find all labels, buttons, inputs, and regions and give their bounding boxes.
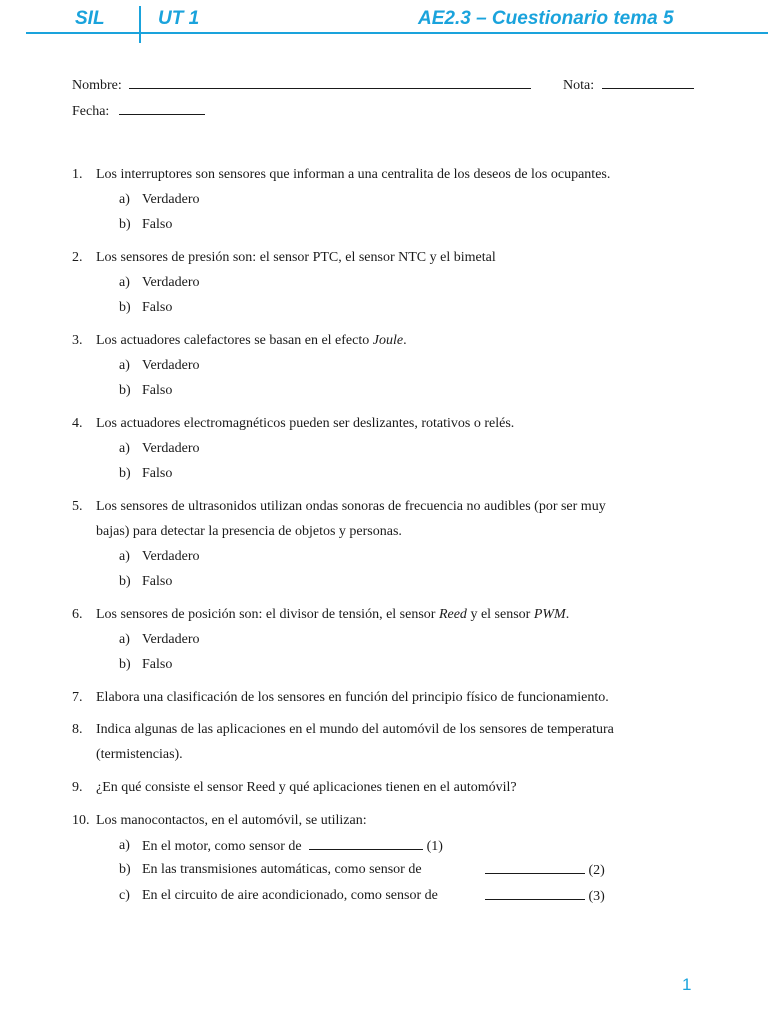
question-text-part: Los sensores de posición son: el divisor de tensión, el sensor	[96, 607, 439, 622]
question-text-part: Los actuadores calefactores se basan en el efecto	[96, 333, 373, 348]
question-number: 4.	[72, 416, 83, 431]
option-letter: a)	[119, 632, 130, 647]
page-number: 1	[682, 975, 692, 994]
question-text-part: .	[403, 333, 407, 348]
fill-in-text: En el circuito de aire acondicionado, como sensor de	[142, 888, 438, 903]
option-letter: a)	[119, 549, 130, 564]
option-true[interactable]: Verdadero	[142, 632, 200, 647]
grade-field	[563, 76, 694, 94]
question-number: 10.	[72, 813, 90, 828]
option-letter: a)	[119, 358, 130, 373]
question-italic-term: Joule	[372, 333, 404, 348]
option-false[interactable]: Falso	[142, 300, 173, 315]
option-letter: a)	[119, 441, 130, 456]
question-text: Los sensores de presión son: el sensor PTC, el sensor NTC y el bimetal	[96, 250, 496, 265]
question-text	[96, 332, 407, 349]
option-letter: a)	[119, 275, 130, 290]
option-false[interactable]: Falso	[142, 657, 173, 672]
question-number: 7.	[72, 690, 83, 705]
option-true[interactable]: Verdadero	[142, 275, 200, 290]
grade-label: Nota:	[563, 78, 595, 93]
question-number: 8.	[72, 722, 83, 737]
question-italic-term: Reed	[438, 607, 467, 622]
date-label: Fecha:	[72, 104, 110, 119]
option-true[interactable]: Verdadero	[142, 549, 200, 564]
date-field	[72, 102, 205, 120]
option-false[interactable]: Falso	[142, 574, 173, 589]
question-text: Elabora una clasificación de los sensores en función del principio físico de funcionamiento.	[96, 690, 609, 705]
question-number: 5.	[72, 499, 83, 514]
option-letter: a)	[119, 838, 130, 853]
option-letter: c)	[119, 888, 130, 903]
question-text-part: .	[565, 607, 570, 622]
question-text-continued: bajas) para detectar la presencia de objetos y personas.	[96, 524, 402, 539]
option-false[interactable]: Falso	[142, 466, 173, 481]
question-text	[96, 606, 569, 623]
answer-blank[interactable]	[485, 887, 585, 900]
question-number: 1.	[72, 167, 83, 182]
module-code: SIL	[75, 8, 105, 29]
option-letter: b)	[119, 862, 131, 877]
name-label: Nombre:	[72, 78, 122, 93]
blank-number: (1)	[426, 839, 443, 854]
header-rule	[26, 32, 768, 34]
fill-in-answer	[485, 887, 605, 905]
question-text: Los manocontactos, en el automóvil, se utilizan:	[96, 813, 367, 828]
question-number: 3.	[72, 333, 83, 348]
fill-in-item	[142, 837, 443, 855]
blank-number: (2)	[588, 863, 605, 878]
option-true[interactable]: Verdadero	[142, 192, 200, 207]
question-number: 9.	[72, 780, 83, 795]
option-letter: b)	[119, 657, 131, 672]
option-true[interactable]: Verdadero	[142, 441, 200, 456]
date-blank[interactable]	[119, 102, 205, 115]
option-letter: a)	[119, 192, 130, 207]
page-title: AE2.3 – Cuestionario tema 5	[418, 8, 674, 29]
option-true[interactable]: Verdadero	[142, 358, 200, 373]
question-text: ¿En qué consiste el sensor Reed y qué aplicaciones tienen en el automóvil?	[96, 780, 517, 795]
header-divider	[139, 6, 141, 43]
question-number: 2.	[72, 250, 83, 265]
option-letter: b)	[119, 300, 131, 315]
option-letter: b)	[119, 217, 131, 232]
question-text: Indica algunas de las aplicaciones en el mundo del automóvil de los sensores de temperatura	[96, 722, 614, 737]
option-false[interactable]: Falso	[142, 383, 173, 398]
question-text: Los interruptores son sensores que informan a una centralita de los deseos de los ocupantes.	[96, 167, 611, 182]
page-header	[0, 0, 768, 44]
unit-label: UT 1	[158, 8, 200, 29]
question-text-part: y el sensor	[466, 607, 534, 622]
blank-number: (3)	[588, 889, 605, 904]
fill-in-text: En las transmisiones automáticas, como sensor de	[142, 862, 422, 877]
answer-blank[interactable]	[485, 861, 585, 874]
fill-in-answer	[485, 861, 605, 879]
fill-in-text: En el motor, como sensor de	[142, 839, 302, 854]
option-letter: b)	[119, 574, 131, 589]
option-letter: b)	[119, 383, 131, 398]
name-blank[interactable]	[129, 76, 531, 89]
question-text-continued: (termistencias).	[96, 747, 183, 762]
answer-blank[interactable]	[309, 837, 423, 850]
question-italic-term: PWM	[533, 607, 566, 622]
option-false[interactable]: Falso	[142, 217, 173, 232]
name-field	[72, 76, 531, 94]
option-letter: b)	[119, 466, 131, 481]
grade-blank[interactable]	[602, 76, 694, 89]
question-number: 6.	[72, 607, 83, 622]
question-text: Los actuadores electromagnéticos pueden ser deslizantes, rotativos o relés.	[96, 416, 515, 431]
question-text: Los sensores de ultrasonidos utilizan ondas sonoras de frecuencia no audibles (por ser muy	[96, 499, 606, 514]
